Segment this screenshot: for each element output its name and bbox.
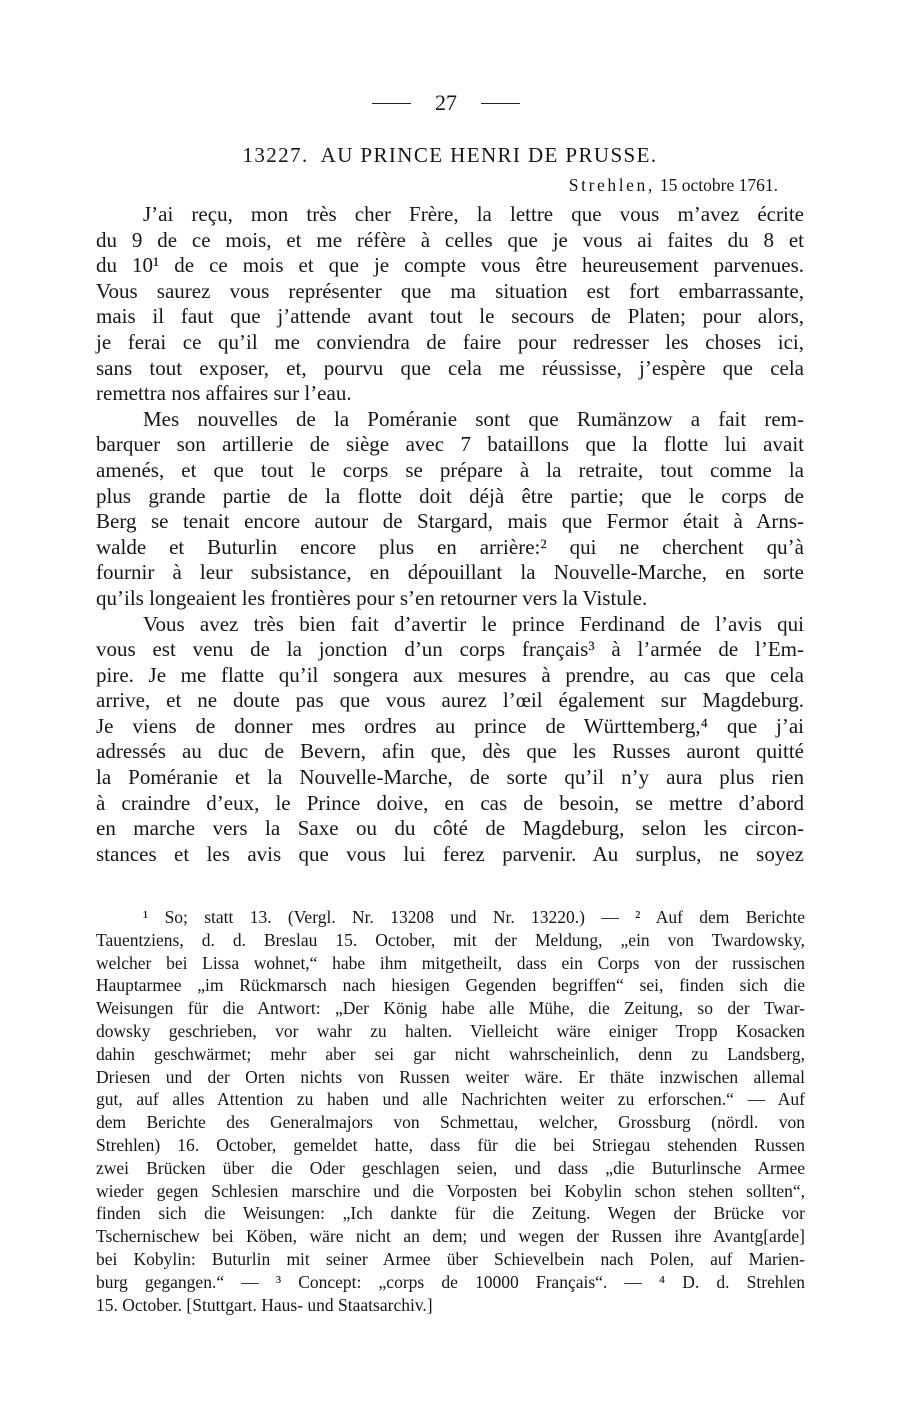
letter-place: Strehlen, <box>568 175 655 195</box>
body-line: plus grande partie de la flotte doit déjà être partie; que le corps de <box>96 483 804 508</box>
body-line: vous est venu de la jonction d’un corps français³ à l’armée de l’Em- <box>96 637 804 662</box>
footnote-line: finden sich die Weisungen: „Ich dankte für die Zeitung. Wegen der Brücke vor <box>96 1203 805 1224</box>
body-line: adressés au duc de Bevern, afin que, dès que les Russes auront quitté <box>96 739 804 764</box>
body-line: Je viens de donner mes ordres au prince de Württemberg,⁴ que j’ai <box>96 713 804 738</box>
body-line: barquer son artillerie de siège avec 7 bataillons que la flotte lui avait <box>96 432 804 457</box>
header-rule-right <box>481 103 520 104</box>
letter-addressee: AU PRINCE HENRI DE PRUSSE. <box>320 143 658 167</box>
footnote-line: ¹ So; statt 13. (Vergl. Nr. 13208 und Nr. 13220.) — ² Auf dem Berichte <box>143 907 805 927</box>
body-line: à craindre d’eux, le Prince doive, en cas de besoin, se mettre d’abord <box>96 790 804 815</box>
footnotes <box>96 906 805 1316</box>
body-line: Vous saurez vous représenter que ma situation est fort embarrassante, <box>96 278 804 303</box>
body-line: arrive, et ne doute pas que vous aurez l’œil également sur Magdeburg. <box>96 688 804 713</box>
paragraph <box>96 202 804 407</box>
footnote-line: Tschernischew bei Köben, wäre nicht an dem; und wegen der Russen ihre Avantg[arde] <box>96 1226 805 1247</box>
footnote-line: Hauptarmee „im Rückmarsch nach hiesigen Gegenden begriffen“ sei, finden sich die <box>96 975 805 996</box>
body-line: du 10¹ de ce mois et que je compte vous être heureusement parvenues. <box>96 253 804 278</box>
body-line: walde et Buturlin encore plus en arrière:² qui ne cherchent qu’à <box>96 534 804 559</box>
body-line: Berg se tenait encore autour de Stargard, mais que Fermor était à Arns- <box>96 509 804 534</box>
footnote-line: Strehlen) 16. October, gemeldet hatte, dass für die bei Striegau stehenden Russen <box>96 1134 805 1155</box>
page-number: 27 <box>435 90 457 115</box>
paragraph <box>96 612 804 868</box>
footnote-line: bei Kobylin: Buturlin mit seiner Armee über Schievelbein nach Polen, auf Marien- <box>96 1248 805 1269</box>
body-line: remettra nos affaires sur l’eau. <box>96 381 352 406</box>
body-line: stances et les avis que vous lui ferez parvenir. Au surplus, ne soyez <box>96 841 804 866</box>
footnote-line: gut, auf alles Attention zu haben und alle Nachrichten weiter zu erforschen.“ — Auf <box>96 1089 805 1110</box>
footnote-line: Weisungen für die Antwort: „Der König habe alle Mühe, die Zeitung, so der Twar- <box>96 998 805 1019</box>
page-header <box>0 89 892 117</box>
header-rule-left <box>372 103 411 104</box>
body-line: Vous avez très bien fait d’avertir le prince Ferdinand de l’avis qui <box>143 611 804 636</box>
body-line: du 9 de ce mois, et me réfère à celles que je vous ai faites du 8 et <box>96 227 804 252</box>
body-line: la Poméranie et la Nouvelle-Marche, de sorte qu’il n’y aura plus rien <box>96 765 804 790</box>
letter-date: 15 octobre 1761. <box>659 175 778 195</box>
body-line: pire. Je me flatte qu’il songera aux mesures à prendre, au cas que cela <box>96 662 804 687</box>
footnote-line: dahin geschwärmet; mehr aber sei gar nicht wahrscheinlich, denn zu Landsberg, <box>96 1043 805 1064</box>
letter-dateline <box>569 174 778 196</box>
footnote-line: Driesen und der Orten nichts von Russen weiter wäre. Er thäte inzwischen allemal <box>96 1066 805 1087</box>
footnote-line: 15. October. [Stuttgart. Haus- und Staatsarchiv.] <box>96 1294 433 1315</box>
body-line: mais il faut que j’attende avant tout le secours de Platen; pour alors, <box>96 304 804 329</box>
body-line: je ferai ce qu’il me conviendra de faire pour redresser les choses ici, <box>96 329 804 354</box>
footnote-line: dem Berichte des Generalmajors von Schmettau, welcher, Grossburg (nördl. von <box>96 1112 805 1133</box>
footnote-line: welcher bei Lissa wohnet,“ habe ihm mitgetheilt, dass ein Corps von der russischen <box>96 952 805 973</box>
body-line: fournir à leur subsistance, en dépouillant la Nouvelle-Marche, en sorte <box>96 560 804 585</box>
body-line: qu’ils longeaient les frontières pour s’en retourner vers la Vistule. <box>96 585 648 610</box>
body-line: en marche vers la Saxe ou du côté de Magdeburg, selon les circon- <box>96 816 804 841</box>
body-line: sans tout exposer, et, pourvu que cela me réussisse, j’espère que cela <box>96 355 804 380</box>
body-line: amenés, et que tout le corps se prépare à la retraite, tout comme la <box>96 457 804 482</box>
letter-body <box>96 202 804 867</box>
letter-number: 13227. <box>242 143 309 167</box>
body-line: J’ai reçu, mon très cher Frère, la lettre que vous m’avez écrite <box>143 202 804 226</box>
paragraph <box>96 407 804 612</box>
body-line: Mes nouvelles de la Poméranie sont que Rumänzow a fait rem- <box>143 406 804 431</box>
letter-heading <box>0 142 900 168</box>
footnote-line: Tauentziens, d. d. Breslau 15. October, mit der Meldung, „ein von Twardowsky, <box>96 929 805 950</box>
footnote-line: wieder gegen Schlesien marschire und die Vorposten bei Kobylin schon stehen sollten“, <box>96 1180 805 1201</box>
footnote-line: burg gegangen.“ — ³ Concept: „corps de 10000 Français“. — ⁴ D. d. Strehlen <box>96 1271 805 1292</box>
footnote-line: zwei Brücken über die Oder geschlagen seien, und dass „die Buturlinsche Armee <box>96 1157 805 1178</box>
footnote-line: dowsky geschrieben, vor wahr zu halten. Vielleicht wäre einiger Tropp Kosacken <box>96 1020 805 1041</box>
